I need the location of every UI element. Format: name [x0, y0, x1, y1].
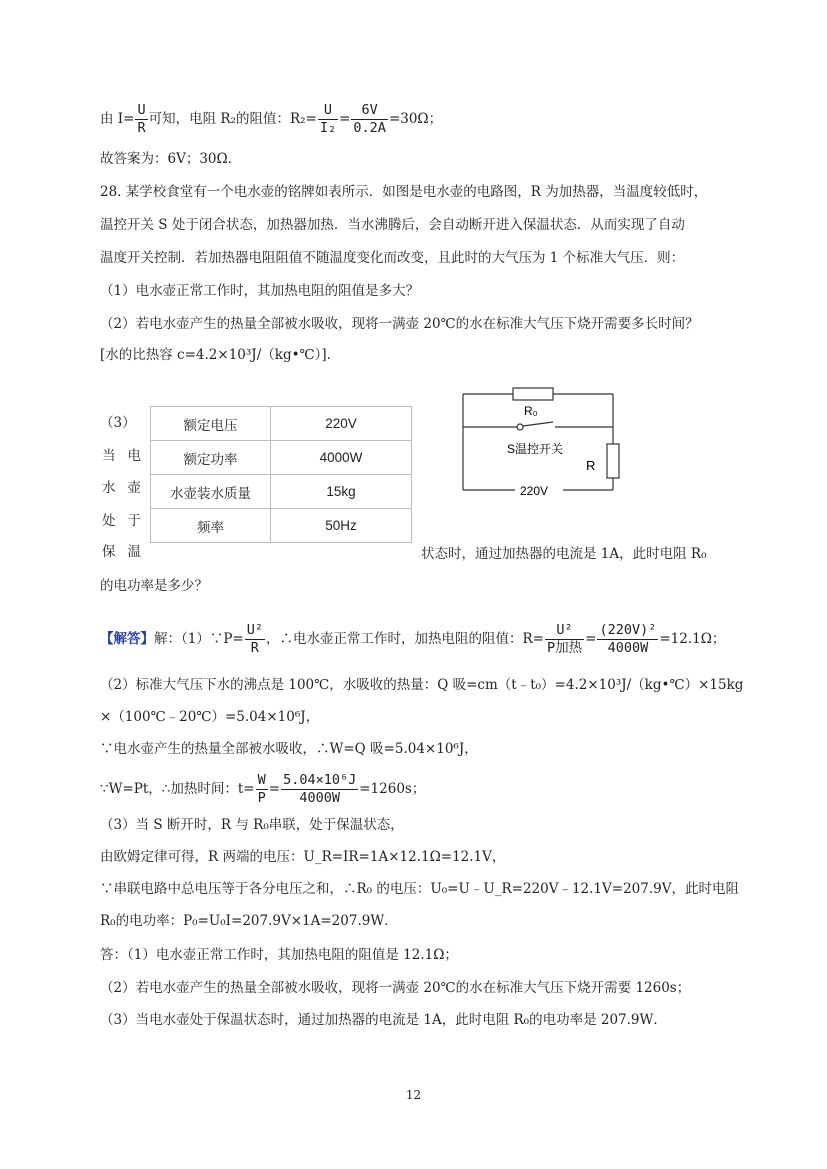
- fraction: $\frac{\text{5.04×10⁶J}}{4000W}$: [283, 772, 357, 806]
- fraction: $\frac{\text{(220V)²}}{4000W}$: [599, 622, 657, 656]
- solution-line: （2）标准大气压下水的沸点是 100℃，水吸收的热量：Q 吸=cm（t﹣t₀）=4.2×10³J/（kg•℃）×15kg: [100, 677, 744, 693]
- fraction: $\frac{\text{U²}}{R}$: [246, 622, 263, 656]
- final-answer: （2）若电水壶产生的热量全部被水吸收，现将一满壶 20℃的水在标准大气压下烧开需要 1260s；: [100, 980, 691, 996]
- final-answer: 答：（1）电水壶正常工作时，其加热电阻的阻值是 12.1Ω；: [100, 947, 458, 963]
- switch-blade: [523, 422, 553, 426]
- circuit-diagram: [455, 382, 635, 500]
- solution-line: R₀的电功率：P₀=U₀I=207.9V×1A=207.9W．: [100, 913, 398, 929]
- question-line: 温度开关控制．若加热器电阻阻值不随温度变化而改变，且此时的大气压为 1 个标准大气压．则：: [100, 250, 685, 266]
- final-answer: （3）当电水壶处于保温状态时，通过加热器的电流是 1A，此时电阻 R₀的电功率是 207.9W．: [100, 1012, 667, 1028]
- switch-contact: [517, 424, 523, 430]
- r0-label: R₀: [524, 404, 538, 418]
- solution-line-time: ∵W=Pt，∴加热时间：t= $\frac{W}{P}$ = $\frac{\text{5.04×10⁶J}}{4000W}$ =1260s；: [100, 772, 426, 806]
- fraction: $\frac{W}{P}$: [257, 772, 266, 806]
- fraction: $\frac{\text{U²}}{\text{P加热}}$: [546, 622, 583, 656]
- solution-line: （3）当 S 断开时，R 与 R₀串联，处于保温状态，: [100, 817, 404, 833]
- solution-line: ∵电水壶产生的热量全部被水吸收，∴W=Q 吸=5.04×10⁶J，: [100, 741, 478, 757]
- text: 可知，电阻 R₂的阻值：R₂=: [148, 111, 317, 127]
- question-3-label: （3）: [100, 415, 136, 431]
- voltage-label: 220V: [520, 484, 549, 498]
- side-text: 保温: [102, 544, 153, 560]
- solution-tag: 【解答】: [100, 631, 154, 647]
- question-line: 温控开关 S 处于闭合状态，加热器加热．当水沸腾后，会自动断开进入保温状态．从而实现了自动: [100, 217, 685, 233]
- table-row: 额定电压 220V: [151, 407, 412, 441]
- question-3-tail: 状态时，通过加热器的电流是 1A，此时电阻 R₀: [421, 546, 707, 562]
- table-row: 频率 50Hz: [151, 509, 412, 543]
- fraction: $\frac{6V}{0.2A}$: [353, 102, 386, 136]
- question-2: （2）若电水壶产生的热量全部被水吸收，现将一满壶 20℃的水在标准大气压下烧开需要多长时间？: [100, 316, 699, 332]
- text: 由 I=: [100, 111, 135, 127]
- fraction: $\frac{U}{\text{I₂}}$: [319, 102, 337, 136]
- question-1: （1）电水壶正常工作时，其加热电阻的阻值是多大？: [100, 283, 420, 299]
- side-text: 处于: [102, 513, 153, 529]
- solution-line: 由欧姆定律可得，R 两端的电压：U_R=IR=1A×12.1Ω=12.1V，: [100, 849, 506, 865]
- question-3-end: 的电功率是多少？: [100, 578, 208, 594]
- table-row: 额定功率 4000W: [151, 441, 412, 475]
- question-line: 28. 某学校食堂有一个电水壶的铭牌如表所示．如图是电水壶的电路图，R 为加热器，当温度较低时，: [100, 184, 708, 200]
- resistor-r0: [513, 388, 553, 400]
- table-row: 水壶装水质量 15kg: [151, 475, 412, 509]
- solution-line: ×（100℃﹣20℃）=5.04×10⁶J，: [100, 709, 320, 725]
- answer-line: 故答案为：6V；30Ω．: [100, 151, 242, 167]
- text: =30Ω；: [388, 111, 443, 127]
- resistor-r: [607, 444, 619, 478]
- solution-line-1: 【解答】解：（1）∵P= $\frac{\text{U²}}{R}$ ，∴电水壶正常工作时，加热电阻的阻值：R= $\frac{\text{U²}}{\text{P加热}}$ = $\frac{\text{(220V)²}}{4000W}$ =12.1Ω；: [100, 622, 726, 656]
- solution-line: ∵串联电路中总电压等于各分电压之和，∴R₀ 的电压：U₀=U﹣U_R=220V﹣12.1V=207.9V，此时电阻: [100, 881, 739, 897]
- intro-line: 由 I= $\frac{U}{R}$ 可知，电阻 R₂的阻值：R₂= $\frac{U}{\text{I₂}}$ = $\frac{6V}{0.2A}$ =30Ω；: [100, 102, 443, 136]
- switch-label: S温控开关: [507, 442, 564, 456]
- side-text: 当电: [102, 448, 153, 464]
- page-number: 12: [405, 1088, 422, 1102]
- side-text: 水壶: [102, 480, 153, 496]
- fraction: $\frac{U}{R}$: [137, 102, 146, 136]
- r-label: R: [586, 458, 596, 473]
- nameplate-table: [150, 406, 412, 543]
- question-2-note: [水的比热容 c=4.2×10³J/（kg•℃）]．: [100, 347, 341, 363]
